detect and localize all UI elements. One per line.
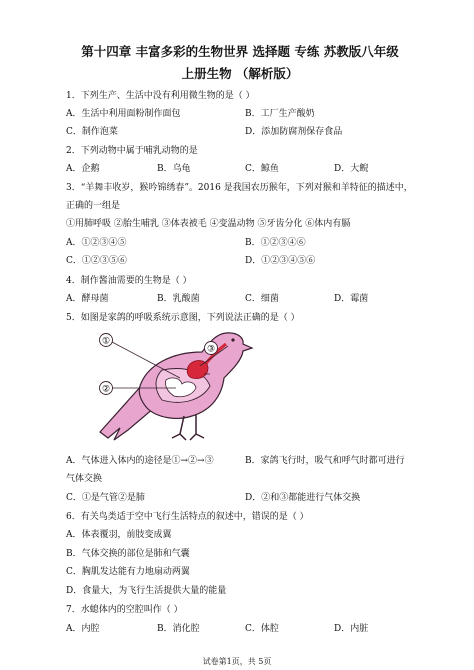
- q4-option-d[interactable]: D．霉菌: [334, 294, 369, 304]
- title-line-2: 上册生物 （解析版）: [181, 66, 299, 81]
- q5-option-d[interactable]: D．②和③都能进行气体交换: [245, 493, 361, 503]
- question-7-stem: 7．水螅体内的空腔叫作（ ）: [66, 605, 183, 615]
- label-3: ③: [206, 344, 216, 355]
- q1-option-c[interactable]: C．制作泡菜: [66, 127, 118, 137]
- question-3-stem: 3．“羊舞丰收岁，猴吟锦绣春”。2016 是我国农历猴年，下列对猴和羊特征的描述中，: [66, 183, 413, 193]
- lungs: [187, 361, 208, 379]
- title-line-1: 第十四章 丰富多彩的生物世界 选择题 专练 苏教版八年级: [81, 44, 399, 59]
- q7-option-d[interactable]: D．内脏: [334, 624, 369, 634]
- label-3-marker: [205, 342, 218, 355]
- q6-option-c[interactable]: C．胸肌发达能有力地扇动两翼: [66, 567, 190, 577]
- label-1-marker: [100, 334, 113, 347]
- q4-option-a[interactable]: A．酵母菌: [66, 294, 109, 304]
- page-footer: 试卷第1页，共 5页: [202, 657, 272, 666]
- label-1: ①: [101, 336, 111, 347]
- pigeon-respiratory-diagram: [92, 330, 257, 445]
- q7-option-a[interactable]: A．内腔: [66, 624, 100, 634]
- q7-option-c[interactable]: C．体腔: [245, 624, 279, 634]
- q2-option-c[interactable]: C．鲸鱼: [245, 164, 279, 174]
- q5-option-c[interactable]: C．①是气管②是肺: [66, 493, 145, 503]
- q5-option-a[interactable]: A．气体进入体内的途径是①→②→③: [66, 456, 214, 466]
- q4-option-c[interactable]: C．细菌: [245, 294, 279, 304]
- question-5-stem: 5．如图是家鸽的呼吸系统示意图，下列说法正确的是（ ）: [66, 313, 300, 323]
- q6-option-a[interactable]: A．体表覆羽，前肢变成翼: [66, 530, 172, 540]
- q3-option-a[interactable]: A．①②③④⑤: [66, 238, 127, 248]
- q1-option-b[interactable]: B．工厂生产酸奶: [245, 109, 315, 119]
- q5-option-b-cont: 气体交换: [66, 474, 103, 484]
- q2-option-b[interactable]: B．乌龟: [157, 164, 191, 174]
- label-2: ②: [101, 384, 111, 395]
- pigeon-eye: [231, 338, 234, 341]
- question-3-items: ①用肺呼吸 ②胎生哺乳 ③体表被毛 ④变温动物 ⑤牙齿分化 ⑥体内有膈: [66, 219, 351, 229]
- q2-option-d[interactable]: D．大鲵: [334, 164, 369, 174]
- q3-option-c[interactable]: C．①②③⑤⑥: [66, 256, 127, 266]
- q7-option-b[interactable]: B．消化腔: [157, 624, 200, 634]
- q1-option-d[interactable]: D．添加防腐剂保存食品: [245, 127, 343, 137]
- q1-option-a[interactable]: A．生活中利用面粉制作面包: [66, 109, 181, 119]
- question-6-stem: 6．有关鸟类适于空中飞行生活特点的叙述中，错误的是（ ）: [66, 512, 309, 522]
- q5-option-b[interactable]: B．家鸽飞行时，吸气和呼气时都可进行: [245, 456, 405, 466]
- q3-option-b[interactable]: B．①②③④⑥: [245, 238, 306, 248]
- question-3-stem-cont: 正确的一组是: [66, 201, 121, 211]
- q6-option-d[interactable]: D．食量大，为飞行生活提供大量的能量: [66, 586, 227, 596]
- q3-option-d[interactable]: D．①②③④⑤⑥: [245, 256, 316, 266]
- question-2-stem: 2．下列动物中属于哺乳动物的是: [66, 146, 198, 156]
- label-2-marker: [100, 382, 113, 395]
- q2-option-a[interactable]: A．企鹅: [66, 164, 100, 174]
- q6-option-b[interactable]: B．气体交换的部位是肺和气囊: [66, 549, 190, 559]
- q4-option-b[interactable]: B．乳酸菌: [157, 294, 200, 304]
- question-4-stem: 4．制作酱油需要的生物是（ ）: [66, 276, 192, 286]
- question-1-stem: 1．下列生产、生活中没有利用微生物的是（ ）: [66, 91, 255, 101]
